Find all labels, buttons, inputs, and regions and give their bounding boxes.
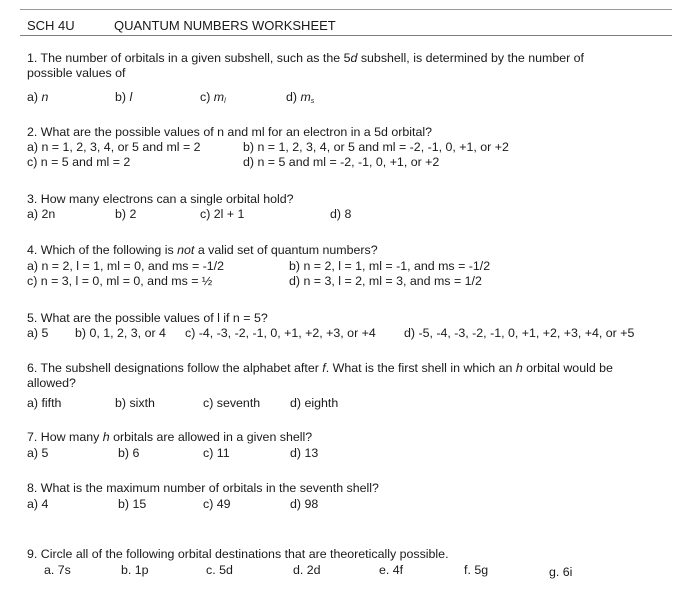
q6-option-b[interactable]: b) sixth [115,396,155,410]
question-1: 1. The number of orbitals in a given subshell, such as the 5d subshell, is determined by the number of possible values of [27,51,585,80]
question-6: 6. The subshell designations follow the alphabet after f. What is the first shell in which an h orbital would be allowed? [27,361,613,390]
q6-option-c[interactable]: c) seventh [203,396,261,410]
question-1-stem-end: possible values of [27,65,126,80]
q3-option-a[interactable]: a) 2n [27,207,56,221]
q6-option-d[interactable]: d) eighth [290,396,339,410]
q3-option-c[interactable]: c) 2l + 1 [200,207,245,221]
q7-option-c[interactable]: c) 11 [203,446,230,460]
q3-option-d[interactable]: d) 8 [330,207,352,221]
q9-option-e[interactable]: e. 4f [379,563,404,577]
q4-option-c[interactable]: c) n = 3, l = 0, ml = 0, and ms = ½ [27,274,213,288]
question-7: 7. How many h orbitals are allowed in a given shell? [27,430,313,444]
q9-option-g[interactable]: g. 6i [549,565,573,579]
q9-option-f[interactable]: f. 5g [464,563,489,577]
q4-option-d[interactable]: d) n = 3, l = 2, ml = 3, and ms = 1/2 [289,274,482,288]
q1-option-d[interactable]: d) ms [286,90,315,105]
q2-option-a[interactable]: a) n = 1, 2, 3, 4, or 5 and ml = 2 [27,140,201,154]
q6-option-a[interactable]: a) fifth [27,396,62,410]
q8-option-d[interactable]: d) 98 [290,497,319,511]
worksheet-title: QUANTUM NUMBERS WORKSHEET [114,18,336,33]
top-rule [20,9,672,10]
course-code: SCH 4U [27,18,75,33]
q9-option-b[interactable]: b. 1p [121,563,149,577]
question-6-stem-end: allowed? [27,375,76,390]
question-8: 8. What is the maximum number of orbitals in the seventh shell? [27,481,379,495]
q4-option-b[interactable]: b) n = 2, l = 1, ml = -1, and ms = -1/2 [289,259,491,273]
q9-option-c[interactable]: c. 5d [206,563,233,577]
q4-option-a[interactable]: a) n = 2, l = 1, ml = 0, and ms = -1/2 [27,259,224,273]
header-rule [20,35,672,36]
q2-option-c[interactable]: c) n = 5 and ml = 2 [27,155,131,169]
q5-option-d[interactable]: d) -5, -4, -3, -2, -1, 0, +1, +2, +3, +4, or +5 [404,326,635,340]
q7-option-d[interactable]: d) 13 [290,446,319,460]
q9-option-a[interactable]: a. 7s [44,563,71,577]
q5-option-a[interactable]: a) 5 [27,326,49,340]
q8-option-c[interactable]: c) 49 [203,497,231,511]
q2-option-d[interactable]: d) n = 5 and ml = -2, -1, 0, +1, or +2 [243,155,440,169]
q5-option-c[interactable]: c) -4, -3, -2, -1, 0, +1, +2, +3, or +4 [185,326,376,340]
q1-option-b[interactable]: b) l [115,90,133,104]
q8-option-b[interactable]: b) 15 [118,497,147,511]
q7-option-a[interactable]: a) 5 [27,446,49,460]
q9-option-d[interactable]: d. 2d [293,563,321,577]
q1-option-c[interactable]: c) ml [200,90,226,105]
q5-option-b[interactable]: b) 0, 1, 2, 3, or 4 [75,326,166,340]
q2-option-b[interactable]: b) n = 1, 2, 3, 4, or 5 and ml = -2, -1, 0, +1, or +2 [243,140,509,154]
q1-option-a[interactable]: a) n [27,90,49,104]
q8-option-a[interactable]: a) 4 [27,497,49,511]
q3-option-b[interactable]: b) 2 [115,207,137,221]
question-4: 4. Which of the following is not a valid set of quantum numbers? [27,243,378,257]
question-5: 5. What are the possible values of l if n = 5? [27,311,268,325]
question-9: 9. Circle all of the following orbital destinations that are theoretically possible. [27,547,449,561]
question-2: 2. What are the possible values of n and ml for an electron in a 5d orbital? [27,125,432,139]
q7-option-b[interactable]: b) 6 [118,446,140,460]
question-3: 3. How many electrons can a single orbital hold? [27,192,294,206]
